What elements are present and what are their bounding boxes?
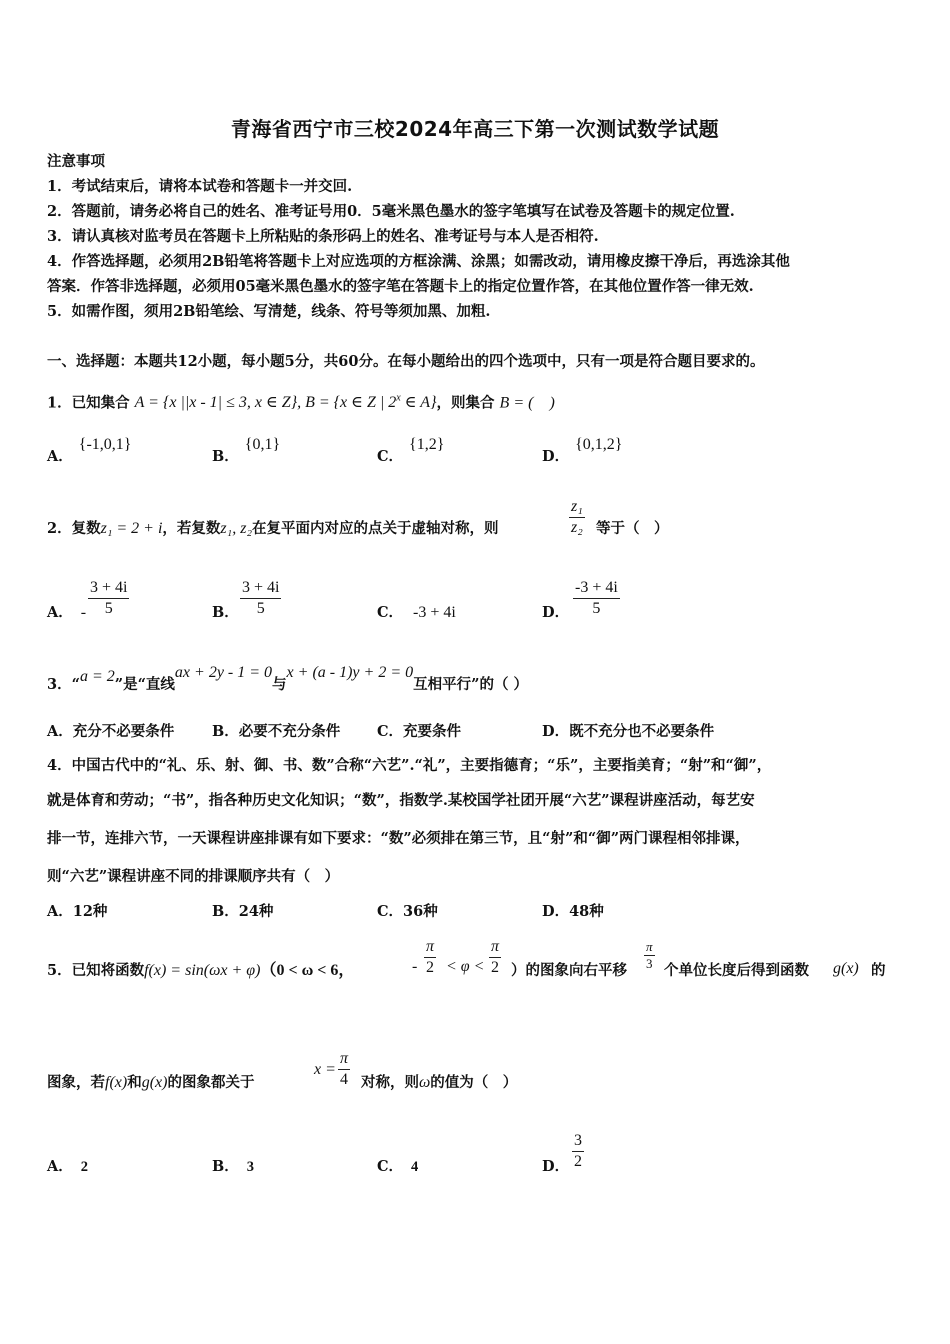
q5-line-2-tail: 对称，则ω的值为（ ）: [361, 1074, 518, 1091]
question-4-line: 则“六艺”课程讲座不同的排课顺序共有（ ）: [47, 868, 340, 885]
question-5: 5．已知将函数f(x) = sin(ωx + φ)（0 < ω < 6，: [47, 962, 355, 979]
q4-option-b[interactable]: B．24种: [212, 903, 274, 920]
q1-prefix: 1．已知集合: [47, 394, 130, 412]
q5-neg-sign: -: [412, 958, 418, 975]
notice-heading: 注意事项: [47, 153, 105, 170]
q3-option-c[interactable]: C．充要条件: [377, 723, 462, 740]
q3-option-a[interactable]: A．充分不必要条件: [47, 723, 175, 740]
q5-condition: （0 < ω < 6，: [260, 962, 355, 979]
notice-item: 3．请认真核对监考员在答题卡上所粘贴的条形码上的姓名、准考证号与本人是否相符.: [47, 228, 599, 245]
q5-function-g: g(x): [833, 960, 859, 977]
q3-option-b[interactable]: B．必要不充分条件: [212, 723, 341, 740]
q1-option-c[interactable]: C．{1,2}: [377, 436, 445, 465]
q3-line-1: ax + 2y - 1 = 0: [174, 664, 273, 681]
question-2: 2．复数z₁ = 2 + i，若复数z₁, z₂在复平面内对应的点关于虚轴对称，则: [47, 520, 499, 537]
question-4-line: 就是体育和劳动；“书”，指各种历史文化知识；“数”，指数学.某校国学社团开展“六艺”课程讲座活动，每艺安: [47, 792, 755, 809]
q5-phi-upper-fraction: $\frac{\pi}{2}$: [491, 938, 500, 976]
q4-option-c[interactable]: C．36种: [377, 903, 438, 920]
q5-phi-lower-fraction: $\frac{\pi}{2}$: [426, 938, 435, 976]
q1-option-d[interactable]: D．{0,1,2}: [542, 436, 623, 465]
question-3: 3．“a = 2”是“直线ax + 2y - 1 = 0与x + (a - 1)y + 2 = 0互相平行”的（ ）: [47, 664, 529, 693]
q1-suffix: ，则集合: [436, 394, 495, 412]
question-1: [47, 390, 555, 412]
q1-option-a[interactable]: A．{-1,0,1}: [47, 436, 132, 465]
q3-line-2: x + (a - 1)y + 2 = 0: [286, 664, 414, 681]
q2-fraction: $\frac{\text{z₁}}{\text{z₂}}$: [571, 498, 583, 536]
q3-option-d[interactable]: D．既不充分也不必要条件: [542, 723, 715, 740]
q5-x-equals: x =: [314, 1061, 336, 1078]
q2-option-b[interactable]: B．: [212, 604, 239, 621]
notice-item: 2．答题前，请务必将自己的姓名、准考证号用0．5毫米黑色墨水的签字笔填写在试卷及答题卡的规定位置.: [47, 203, 735, 220]
q2-z1-z2: z₁, z₂: [220, 520, 252, 537]
q5-shift-fraction: $\frac{\pi}{3}$: [646, 939, 653, 971]
q2-option-d[interactable]: D．: [542, 604, 570, 621]
q1-target: B = ( ): [499, 394, 555, 412]
q4-option-d[interactable]: D．48种: [542, 903, 604, 920]
q5-option-a[interactable]: A． 2: [47, 1158, 89, 1175]
q3-condition: a = 2: [79, 668, 115, 685]
notice-item: 4．作答选择题，必须用2B铅笔将答题卡上对应选项的方框涂满、涂黑；如需改动，请用橡皮擦干净后，再选涂其他: [47, 253, 790, 270]
q5-phi-range: < φ <: [446, 958, 485, 975]
q5-option-d[interactable]: D．: [542, 1158, 570, 1175]
q5-option-d-fraction: $\frac{3}{2}$: [574, 1132, 582, 1170]
q5-option-c[interactable]: C． 4: [377, 1158, 419, 1175]
q5-after: ）的图象向右平移: [511, 962, 627, 979]
notice-item: 答案．作答非选择题，必须用05毫米黑色墨水的签字笔在答题卡上的指定位置作答，在其他位置作答一律无效.: [47, 278, 754, 295]
page-title: 青海省西宁市三校2024年高三下第一次测试数学试题: [230, 117, 720, 141]
q5-function-f: f(x) = sin(ωx + φ): [144, 962, 261, 979]
q2-option-b-fraction: $\frac{3 + 4i}{5}$: [242, 579, 280, 617]
q2-option-c[interactable]: C． -3 + 4i: [377, 604, 456, 621]
q2-option-a-fraction: $\frac{3 + 4i}{5}$: [90, 579, 128, 617]
q2-z1: z₁ = 2 + i: [100, 520, 163, 537]
question-4-line: 4．中国古代中的“礼、乐、射、御、书、数”合称“六艺”.“礼”，主要指德育；“乐”，主要指美育；“射”和“御”，: [47, 757, 772, 774]
q1-option-b[interactable]: B．{0,1}: [212, 436, 281, 465]
q2-suffix: 等于（ ）: [596, 520, 669, 537]
notice-item: 1．考试结束后，请将本试卷和答题卡一并交回.: [47, 178, 353, 195]
question-5-line-2: 图象，若f(x)和g(x)的图象都关于: [47, 1074, 255, 1091]
q2-option-d-fraction: $\frac{-3 + 4i}{5}$: [575, 579, 618, 617]
q5-shift-tail: 个单位长度后得到函数: [664, 962, 809, 979]
q2-option-a[interactable]: A． -: [47, 604, 87, 621]
q5-tail: 的: [871, 962, 886, 979]
notice-item: 5．如需作图，须用2B铅笔绘、写清楚，线条、符号等须加黑、加粗.: [47, 303, 491, 320]
q1-set-expression: A = {x ||x - 1| ≤ 3, x ∈ Z}, B = {x ∈ Z | 2$^x$ ∈ A}: [134, 393, 437, 412]
q5-option-b[interactable]: B． 3: [212, 1158, 255, 1175]
section-heading: 一、选择题：本题共12小题，每小题5分，共60分。在每小题给出的四个选项中，只有一项是符合题目要求的。: [47, 353, 765, 370]
q5-symmetry-fraction: $\frac{\pi}{4}$: [340, 1050, 349, 1088]
question-4-line: 排一节，连排六节，一天课程讲座排课有如下要求：“数”必须排在第三节，且“射”和“御”两门课程相邻排课，: [47, 830, 750, 847]
q4-option-a[interactable]: A．12种: [47, 903, 108, 920]
